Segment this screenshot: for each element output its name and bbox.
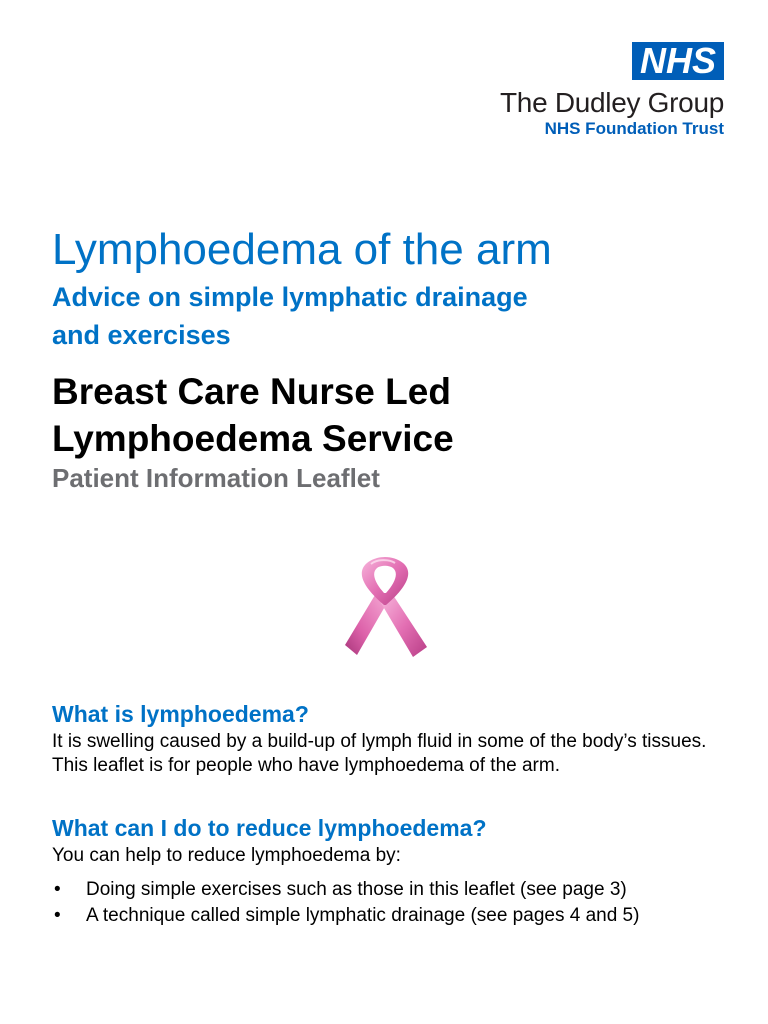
nhs-logo: [464, 42, 724, 139]
trust-subtitle: NHS Foundation Trust: [544, 119, 724, 138]
trust-name: The Dudley Group: [500, 87, 724, 118]
bullet-icon: •: [54, 905, 61, 926]
subtitle-line-2: and exercises: [52, 320, 231, 350]
page-title: Lymphoedema of the arm: [52, 225, 552, 274]
page-subtitle: [52, 278, 732, 354]
section-text: You can help to reduce lymphoedema by:: [52, 845, 401, 866]
section-heading: What can I do to reduce lymphoedema?: [52, 815, 487, 841]
list-item: [52, 878, 732, 902]
bullet-list: [52, 878, 732, 928]
section-heading: What is lymphoedema?: [52, 701, 309, 727]
pink-ribbon-icon: [335, 555, 435, 665]
title-block: [52, 224, 732, 493]
bullet-icon: •: [54, 879, 61, 900]
section-text: It is swelling caused by a build-up of lymph fluid in some of the body’s tissues. This leaflet is for people who have lymphoedema of the arm.: [52, 731, 707, 776]
nhs-badge: NHS: [632, 42, 724, 80]
list-item-text: Doing simple exercises such as those in this leaflet (see page 3): [86, 879, 627, 900]
subtitle-line-1: Advice on simple lymphatic drainage: [52, 282, 528, 312]
leaflet-label: Patient Information Leaflet: [52, 463, 380, 493]
service-line-2: Lymphoedema Service: [52, 418, 454, 459]
list-item: [52, 904, 732, 928]
section-what-is: [52, 700, 732, 778]
section-reduce: [52, 814, 732, 930]
list-item-text: A technique called simple lymphatic drainage (see pages 4 and 5): [86, 905, 640, 926]
service-line-1: Breast Care Nurse Led: [52, 371, 451, 412]
service-title: [52, 368, 732, 462]
